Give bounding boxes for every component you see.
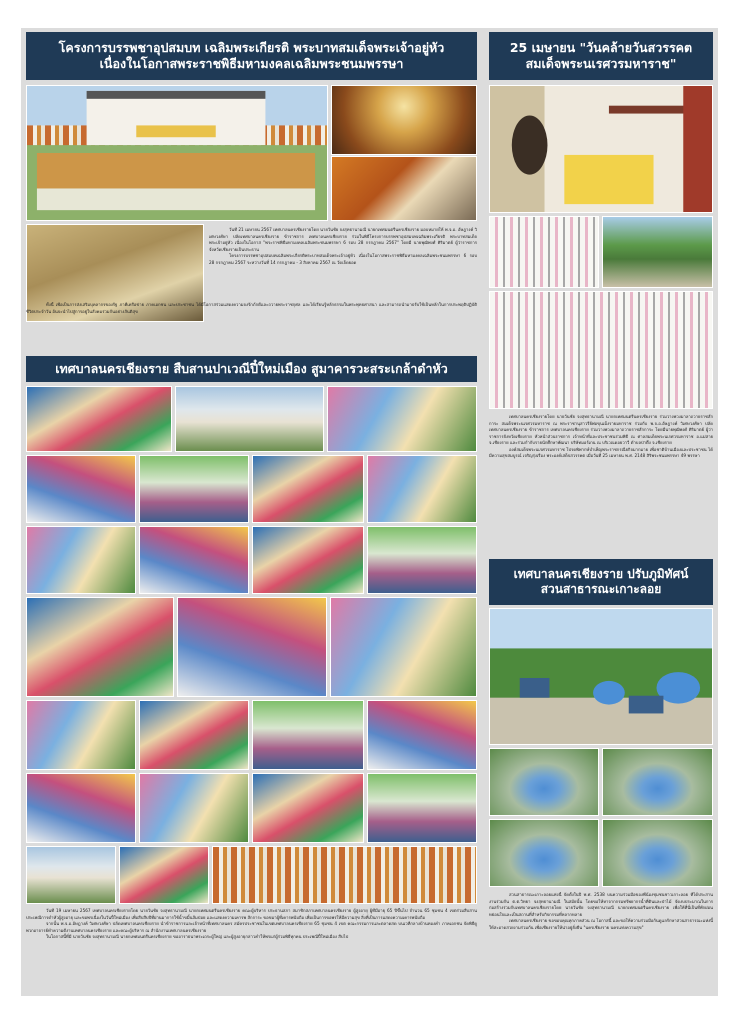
photo-festival-13 [177, 597, 327, 697]
article-ordination-para1: วันที่ 21 เมษายน 2567 เทศบาลนครเชียงรายโดย นายวันชัย จงสุทธานามณี นายกเทศมนตรีนครเชียงราย มอบหมายให้ พ.จ.อ. อัษฎางค์ วิเศษวงศ์ษา ปลัดเทศบาลนครเชียงราย ข้าราชการ เทศบาลนครเชียงราย ร่วมในพิธีโครงการบรรพชาอุปสมบทเฉลิมพระเกียรติ พระบาทสมเด็จพระเจ้าอยู่หัว เนื่องในโอกาส "พระราชพิธีมหามงคลเฉลิมพระชนมพรรษา 6 รอบ 28 กรกฎาคม 2567" โดยมี นายพุฒิพงศ์ ศิริมาตย์ ผู้ว่าราชการจังหวัดเชียงรายเป็นประธาน [209, 227, 477, 252]
photo-festival-14 [330, 597, 477, 697]
photo-park-elephant-2 [602, 748, 713, 816]
section-title-naresuan [489, 32, 713, 80]
photo-naresuan-monument [602, 216, 713, 288]
park-title-line-2: สวนสาธารณะเกาะลอย [540, 582, 662, 596]
article-park-text [489, 892, 713, 992]
photo-festival-17 [252, 700, 364, 770]
photo-festival-5 [139, 455, 249, 523]
article-ordination-para2: โครงการบรรพชาอุปสมบทเฉลิมพระเกียรติพระบาทสมเด็จพระเจ้าอยู่หัว เนื่องในโอกาสพระราชพิธีมหามงคลเฉลิมพระชนมพรรษา 6 รอบ 28 กรกฎาคม 2567 ระหว่างวันที่ 14 กรกฎาคม - 3 สิงหาคม 2567 ณ วัดเจ็ดยอด [209, 253, 477, 265]
photo-festival-25 [212, 846, 477, 904]
photo-festival-18 [367, 700, 477, 770]
photo-festival-2 [175, 386, 324, 452]
photo-naresuan-officials-1 [489, 216, 599, 288]
section-title-songkran [26, 356, 477, 382]
photo-festival-15 [26, 700, 136, 770]
park-title-line-1: เทศบาลนครเชียงราย ปรับภูมิทัศน์ [513, 567, 689, 581]
article-naresuan-para2: องค์สมเด็จพระนเรศวรมหาราช โปรดพิพากษ์บำเพ็ญพระราชกรณียกิจมากมาย เพื่อชาติบ้านเมืองและประชาชน ได้มีความสุขสมบูรณ์ เจริญรุ่งเรือง พระองค์เสด็จสวรรคต เมื่อวันที่ 25 เมษายน พ.ศ. 2148 สิริพระชนมพรรษา 49 พรรษา [489, 446, 713, 458]
photo-festival-9 [139, 526, 249, 594]
photo-park-main [489, 608, 713, 745]
photo-festival-19 [26, 773, 136, 843]
article-songkran-para3: ในโอกาสนี้ที่มี นายวันชัย จงสุทธานามณี นายกเทศมนตรีนครเชียงราย ขออาราธนาพระเถระผู้ใหญ่ และผู้สูงอายุกล่าวคำให้พรแก่ผู้ร่วมพิธีทุกคน ประเพณีปี๋ใหม่เมือง สืบไป [46, 934, 349, 939]
newsletter-page [21, 28, 718, 996]
photo-festival-21 [252, 773, 364, 843]
title-line-1: โครงการบรรพชาอุปสมบท เฉลิมพระเกียรติ พระบาทสมเด็จพระเจ้าอยู่หัว [58, 40, 445, 56]
photo-festival-22 [367, 773, 477, 843]
article-songkran-text [26, 908, 477, 992]
photo-festival-23 [26, 846, 116, 904]
article-naresuan-para1: เทศบาลนครเชียงรายโดย นายวันชัย จงสุทธานามณี นายกเทศมนตรีนครเชียงราย ร่วมวางพวงมาลาถวายราชสักการะ สมเด็จพระนเรศวรมหาราช ณ พระราชานุสาวรีย์พ่อขุนเม็งรายมหาราช ร่วมกับ พ.จ.อ.อัษฎางค์ วิเศษวงศ์ษา ปลัดเทศบาลนครเชียงราย ข้าราชการ เทศบาลนครเชียงราย ร่วมวางพวงมาลาถวายราชสักการะ โดยมีนายพุฒิพงศ์ ศิริมาตย์ ผู้ว่าราชการจังหวัดเชียงราย หัวหน้าส่วนราชการ เจ้าหน้าที่และประชาชนร่วมพิธี ณ ศาลสมเด็จพระนเรศวรมหาราช อ.แม่สาย จ.เชียงราย และร่วมกำกับรายนักศึกษาพัฒนา บริษัทมอร์เกน ณ บริเวณดอยวาวี ตำบลป่าตึง จ.เชียงราย [489, 414, 713, 445]
article-ordination-closing [26, 302, 477, 324]
photo-festival-11 [367, 526, 477, 594]
title-line-2: เนื่องในโอกาสพระราชพิธีมหามงคลเฉลิมพระชนมพรรษา [99, 56, 404, 71]
photo-naresuan-shrine [489, 85, 713, 213]
photo-festival-4 [26, 455, 136, 523]
photo-temple-interior [331, 85, 477, 155]
songkran-title: เทศบาลนครเชียงราย สืบสานปาเวณีปี๋ใหม่เมือง สูมาคารวะสระเกล้าดำหัว [55, 361, 448, 377]
photo-festival-10 [252, 526, 364, 594]
photo-monks-ceremony [331, 156, 477, 221]
article-ordination-para3: ทั้งนี้ เพื่อเป็นการส่งเสริมบุคลากรของรัฐ ภาคีเครือข่าย ภาคเอกชน และประชาชน ได้มีโอกาสร่วมแสดงความจงรักภักดีและถวายพระราชกุศล และได้เรียนรู้หลักธรรมในพระพุทธศาสนา และสามารถนำมาปรับใช้เป็นหลักในการประพฤติปฏิบัติชีวิตประจำวัน อันจะนำไปสู่การอยู่ในสังคมร่วมกันอย่างสันติสุข [26, 302, 477, 314]
photo-ordination-group [26, 85, 328, 221]
photo-festival-12 [26, 597, 174, 697]
naresuan-title-line-2: สมเด็จพระนเรศวรมหาราช" [525, 56, 677, 71]
photo-festival-1 [26, 386, 172, 452]
photo-festival-8 [26, 526, 136, 594]
photo-park-elephant-4 [602, 819, 713, 887]
section-title-ordination [26, 32, 477, 80]
article-songkran-para1: วันที่ 19 เมษายน 2567 เทศบาลนครเชียงรายโดย นายวันชัย จงสุทธานามณี นายกเทศมนตรีนครเชียงราย คณะผู้บริหาร ประธานสภา สมาชิกสภาเทศบาลนครเชียงราย ผู้สูงอายุ ผู้ที่มีอายุ 65 ปีขึ้นไป จำนวน 65 ชุมชน 4 เขตร่วมสืบสานประเพณีการดำหัวผู้สูงอายุ และขอพรเนื่องในวันปี๋ใหม่เมือง เพื่อสืบสืบปีที่ผ่านมาการใช้น้ำขมิ้นส้มป่อย และแสดงความเคารพ สักการะ ขอขมาผู้ที่เคารพนับถือ เพื่อเป็นการขอพรให้มีความสุข สิ่งที่เป็นการแสดงความเคารพนับถือ [26, 908, 477, 920]
article-songkran-para2: จากนั้น พ.จ.อ.อัษฎางค์ วิเศษวงศ์ษา ปลัดเทศบาลนครเชียงราย นำข้าราชการและเจ้าหน้าที่เทศบาลนคร สมัครประชาชนในเขตเทศบาลนครเชียงราย 65 ชุมชน 4 เขต คณะกรรมการและตลาดสด บนเวทีกลางบ้านทองคำ ภาคเอกชน จัดพิธีดูพวกอาจารย์ทำความดีงานเทศบาลนครเชียงราย และคณะผู้บริหาร ณ สำนักงานเทศบาลนครเชียงราย [26, 921, 477, 933]
photo-festival-6 [252, 455, 364, 523]
photo-festival-7 [367, 455, 477, 523]
photo-festival-24 [119, 846, 209, 904]
photo-festival-3 [327, 386, 477, 452]
article-park-para1: สวนสาธารณะเกาะลอยแห่งนี้ จัดตั้งในปี พ.ศ. 2538 บนความร่วมมือของพี่น้องชุมชนชาวเกาะลอย ที่ได้ประสานงานร่วมกัน ต.ต.วิทยา จงสุทธานามณี ในสมัยนั้น โดยขอให้หาจากกรมทรัพยากรน้ำที่ดินและป่าไม้ จัดงบประมาณในการก่อสร้างร่วมกับเทศบาลนครเชียงรายโดย นายวันชัย จงสุทธานามณี นายกเทศมนตรีนครเชียงราย เพื่อให้ที่นี่เป็นที่พักผ่อนหย่อนใจและเป็นสถานที่สำหรับกิจกรรมที่หลากหลาย [489, 892, 713, 917]
article-ordination-text [209, 227, 477, 301]
photo-festival-20 [139, 773, 249, 843]
photo-park-elephant-3 [489, 819, 599, 887]
photo-naresuan-officials-2 [489, 291, 713, 409]
article-park-para2: เทศบาลนครเชียงราย ขอขอบคุณทุกภาคส่วน ณ โอกาสนี้ และขอให้ความร่วมมือกันดูแลรักษาสวนสาธารณะแห่งนี้ให้สะอาดสวยงามร่วมกัน เพื่อเชียงรายให้น่าอยู่ยั่งยืน "นครเชียงราย นครแห่งความสุข" [489, 918, 713, 930]
photo-festival-16 [139, 700, 249, 770]
article-naresuan-text [489, 414, 713, 549]
section-title-park [489, 559, 713, 605]
photo-park-elephant-1 [489, 748, 599, 816]
naresuan-title-line-1: 25 เมษายน "วันคล้ายวันสวรรคต [509, 40, 693, 56]
